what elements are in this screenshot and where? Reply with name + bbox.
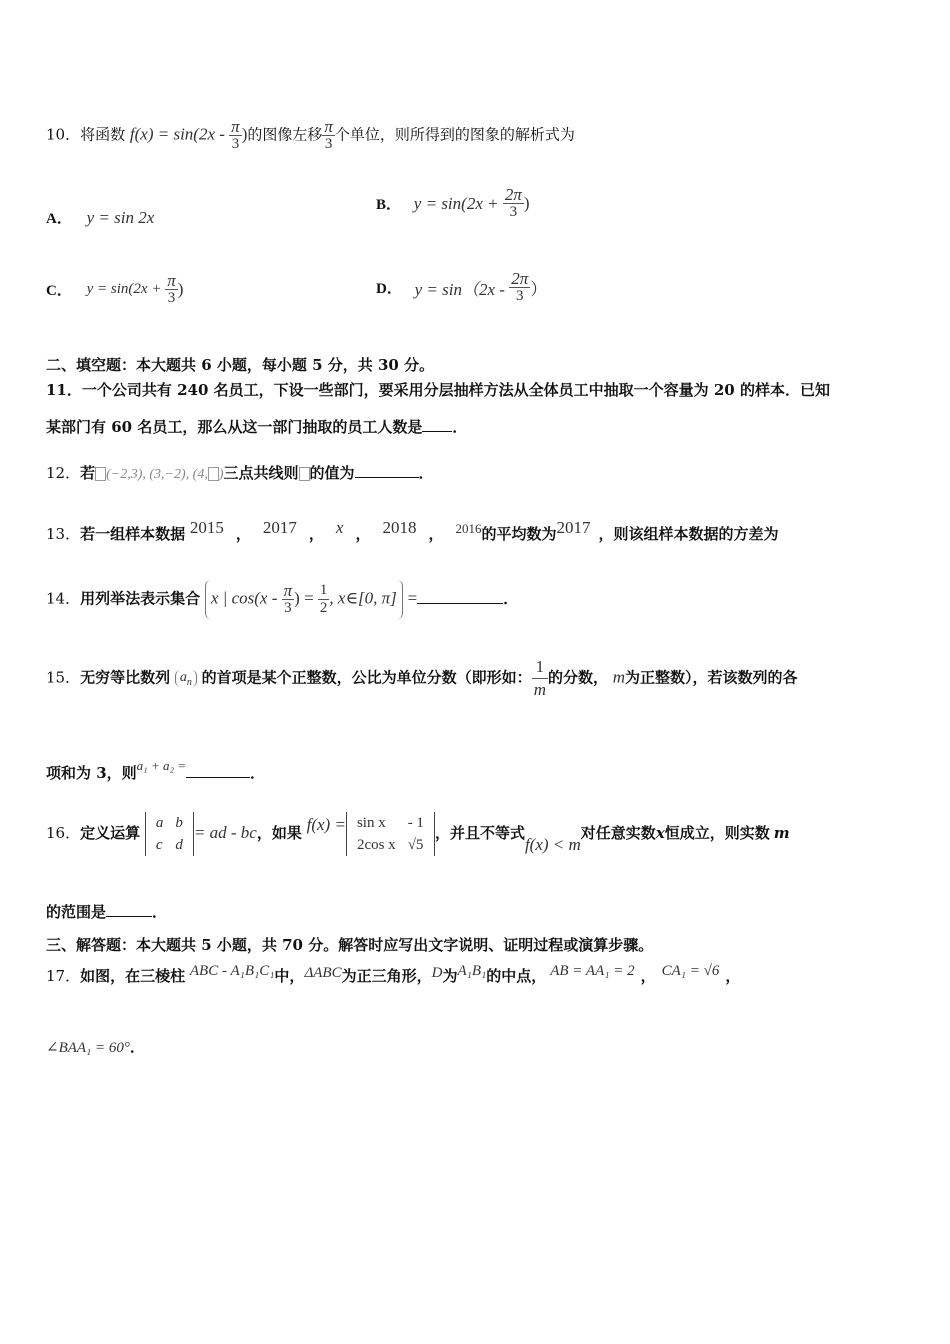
q10-number: 10． xyxy=(46,125,81,144)
option-expr-post: ） xyxy=(530,280,548,299)
set-post: , x∈[0, π] xyxy=(329,588,397,608)
data-value: 2016 xyxy=(455,521,482,536)
q12-end: ． xyxy=(418,464,434,482)
q15-line2-text: 项和为 3，则 xyxy=(46,764,137,782)
q17-number: 17． xyxy=(46,967,81,985)
q16-stem xyxy=(46,812,790,856)
point-a-glyph xyxy=(95,467,106,481)
separator: ， xyxy=(428,525,444,543)
q10-func-frac-den: 3 xyxy=(231,136,240,152)
q17-text4: 为 xyxy=(442,967,458,985)
q10-func: f(x) = sin(2x - xyxy=(129,124,230,144)
q10-shift-den: 3 xyxy=(324,136,333,152)
answer-blank[interactable] xyxy=(106,916,152,917)
unit-fraction xyxy=(532,656,548,701)
q10-func-frac xyxy=(229,118,242,153)
sequence xyxy=(175,670,197,688)
set-pre: x | cos(x - xyxy=(210,588,282,608)
option-frac-den: 3 xyxy=(167,290,176,306)
m-variable: m xyxy=(612,667,626,687)
q10-option-d xyxy=(376,270,547,305)
q15-stem xyxy=(46,656,798,701)
equals: = xyxy=(407,588,418,608)
q14-number: 14． xyxy=(46,589,81,608)
q12-stem: 12．若 (−2,3), (3,−2), (4, )三点共线则 的值为 ． xyxy=(46,464,434,482)
mean-value: 2017 xyxy=(556,518,591,537)
q10-option-a xyxy=(46,207,154,228)
matrix-cell: √5 xyxy=(407,837,424,853)
length-eq1: AB = AA₁ = 2 xyxy=(550,963,635,979)
q12-points: (−2,3), (3,−2), (4, xyxy=(106,467,208,482)
q15-text4: 为正整数），若该数列的各 xyxy=(625,668,798,687)
frac-den: m xyxy=(533,680,546,699)
q17-text5: 的中点， xyxy=(486,967,547,985)
q13-text2: 的平均数为 xyxy=(481,525,557,543)
option-frac xyxy=(509,270,530,305)
q12-text3: 的值为 xyxy=(309,464,355,482)
q13-text1: 若一组样本数据 xyxy=(80,525,186,543)
q14-stem xyxy=(46,580,518,619)
option-expr-pre: y = sin(2x + xyxy=(413,193,503,213)
set-mid: ) = xyxy=(294,588,318,608)
separator: ， xyxy=(308,525,324,543)
fx-label: f(x) = xyxy=(306,815,346,834)
q12-number: 12． xyxy=(46,464,81,482)
q16-line2 xyxy=(46,901,167,922)
det-b: b xyxy=(175,815,183,831)
det-a: a xyxy=(155,815,164,831)
q10-stem xyxy=(46,118,575,153)
q17-text3: 为正三角形， xyxy=(341,967,432,985)
q11-line2-text: 某部门有 60 名员工，那么从这一部门抽取的员工人数是 xyxy=(46,418,423,436)
q10-text1: 将函数 xyxy=(80,125,126,144)
q17-text2: 中， xyxy=(274,967,305,985)
fx-matrix xyxy=(346,812,435,856)
set-frac-pi xyxy=(282,582,295,617)
det-d: d xyxy=(175,837,183,853)
q10-text2: 的图像左移 xyxy=(247,125,323,144)
frac-num: π xyxy=(283,581,293,600)
q15-line2 xyxy=(46,758,265,783)
q10-text3: 个单位，则所得到的图象的解析式为 xyxy=(334,125,575,144)
det-formula: = ad - bc xyxy=(193,823,257,842)
option-expr-pre: y = sin(2x + xyxy=(86,281,166,297)
variable-glyph xyxy=(299,467,310,481)
q10-func-close: ) xyxy=(241,124,248,144)
option-expr-pre: y = sin（2x - xyxy=(414,280,510,299)
option-frac-den: 3 xyxy=(515,288,524,304)
option-label: B． xyxy=(376,197,402,213)
option-expr: y = sin 2x xyxy=(86,208,155,227)
q16-number: 16． xyxy=(46,824,81,842)
q15-text3: 的分数， xyxy=(547,668,608,687)
frac-num: 1 xyxy=(319,582,328,598)
inequality: f(x) < m xyxy=(524,835,581,854)
q16-text2: ，如果 xyxy=(256,824,302,842)
q15-end: ． xyxy=(250,764,266,782)
data-value: 2017 xyxy=(262,518,297,537)
q16-text3: ，并且不等式 xyxy=(434,824,525,842)
section-3-title: 三、解答题：本大题共 5 小题，共 70 分。解答时应写出文字说明、证明过程或演算步骤。 xyxy=(46,936,654,954)
q12-text2: 三点共线则 xyxy=(223,464,299,482)
set-frac-half xyxy=(318,582,330,617)
matrix-cell: - 1 xyxy=(407,815,424,831)
segment-expr: A₁B₁ xyxy=(457,963,487,979)
frac-num: 1 xyxy=(532,656,548,679)
unknown-glyph xyxy=(208,467,219,481)
data-value: 2018 xyxy=(382,518,417,537)
answer-blank[interactable] xyxy=(417,603,503,604)
q17-stem xyxy=(46,963,740,986)
length-eq2: CA₁ = √6 xyxy=(661,963,720,979)
option-label: C． xyxy=(46,283,72,299)
q16-end: ． xyxy=(152,903,168,921)
frac-den: 2 xyxy=(319,600,328,616)
sum-expression: a₁ + a₂ = xyxy=(136,758,187,773)
x-variable: x xyxy=(655,824,665,842)
prism-expr: ABC - A₁B₁C₁ xyxy=(189,963,275,979)
option-label: D． xyxy=(376,281,402,297)
angle-expr: ∠BAA₁ = 60° xyxy=(46,1040,130,1056)
answer-blank[interactable] xyxy=(422,431,452,432)
q11-line1: 11．一个公司共有 240 名员工，下设一些部门，要采用分层抽样方法从全体员工中抽取一个容量为 20 的样本．已知 xyxy=(46,381,830,399)
q17-text1: 如图，在三棱柱 xyxy=(80,967,186,985)
q15-text1: 无穷等比数列 xyxy=(80,668,171,687)
q10-shift-frac xyxy=(322,118,335,153)
triangle-expr: ΔABC xyxy=(304,965,342,981)
q10-option-c xyxy=(46,272,183,307)
q14-text1: 用列举法表示集合 xyxy=(80,589,201,608)
option-frac-num: 2π xyxy=(511,269,529,288)
q17-line2 xyxy=(46,1036,145,1057)
option-label: A． xyxy=(46,211,72,227)
m-variable: m xyxy=(773,824,790,842)
separator: ， xyxy=(355,525,371,543)
option-frac-den: 3 xyxy=(509,204,518,220)
q11-line2-end: ． xyxy=(452,418,468,436)
option-expr-post: ) xyxy=(177,279,184,299)
option-frac xyxy=(165,272,178,307)
matrix-cell: sin x xyxy=(356,815,386,831)
frac-den: 3 xyxy=(284,600,292,616)
q16-text5: 恒成立，则实数 xyxy=(664,824,770,842)
q13-number: 13． xyxy=(46,525,81,543)
q14-end: ． xyxy=(503,589,519,608)
q12-text1: 若 xyxy=(80,464,96,482)
option-expr-post: ) xyxy=(523,193,530,213)
data-value: 2015 xyxy=(189,518,224,537)
q16-text4: 对任意实数 xyxy=(580,824,656,842)
q15-number: 15． xyxy=(46,668,81,687)
q10-shift-num: π xyxy=(324,117,333,136)
determinant-def xyxy=(145,812,194,856)
seq-symbol: a xyxy=(179,669,187,685)
q16-text1: 定义运算 xyxy=(80,824,141,842)
q10-option-b xyxy=(376,186,530,221)
q17-end: ． xyxy=(129,1038,145,1056)
point-d: D xyxy=(431,965,443,981)
q13-text3: ，则该组样本数据的方差为 xyxy=(598,525,779,543)
q11-line2 xyxy=(46,416,467,437)
option-frac-num: 2π xyxy=(504,185,522,204)
option-frac-num: π xyxy=(167,271,176,290)
q15-text2: 的首项是某个正整数，公比为单位分数（即形如： xyxy=(201,668,532,687)
option-frac xyxy=(503,186,524,221)
q10-func-frac-num: π xyxy=(231,117,240,136)
answer-blank[interactable] xyxy=(355,477,419,478)
separator: ， xyxy=(725,967,741,985)
section-2-title: 二、填空题：本大题共 6 小题，每小题 5 分，共 30 分。 xyxy=(46,356,435,374)
answer-blank[interactable] xyxy=(186,777,250,778)
det-c: c xyxy=(155,837,163,853)
q13-stem xyxy=(46,518,779,544)
seq-sub: n xyxy=(186,676,192,688)
matrix-cell: 2cos x xyxy=(356,837,396,853)
set-expression xyxy=(205,580,403,619)
separator: ， xyxy=(640,967,656,985)
data-value: x xyxy=(335,518,344,537)
q16-line2-text: 的范围是 xyxy=(46,903,107,921)
separator: ， xyxy=(235,525,251,543)
